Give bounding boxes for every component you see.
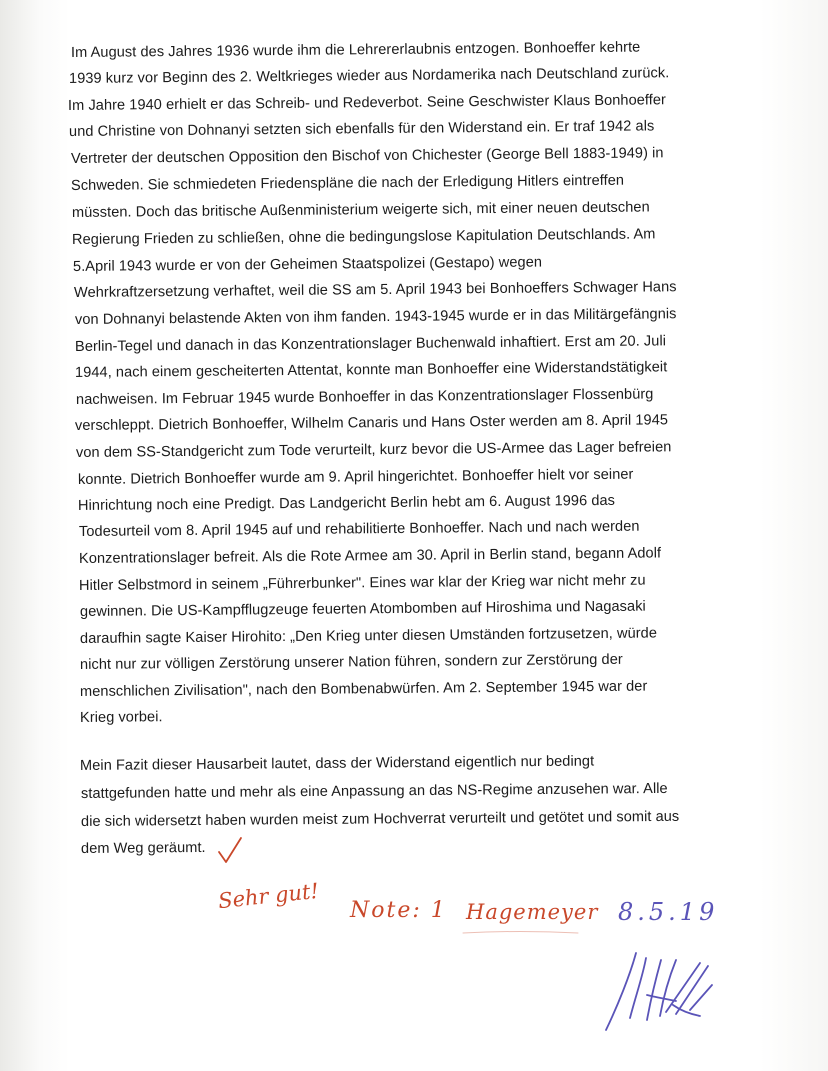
conclusion-line: Mein Fazit dieser Hausarbeit lautet, dass der Widerstand eigentlich nur bedingt (79, 753, 595, 774)
conclusion-line: die sich widersetzt haben wurden meist zum Hochverrat verurteilt und getötet und somit aus (80, 808, 680, 830)
essay-line: 1939 kurz vor Beginn des 2. Weltkrieges wieder aus Nordamerika nach Deutschland zurück. (68, 65, 670, 87)
essay-line: Hitler Selbstmord in seinem „Führerbunker". Eines war klar der Krieg war nicht mehr zu (78, 572, 646, 594)
signature-scribble (606, 953, 712, 1030)
essay-line: Todesurteil vom 8. April 1945 auf und rehabilitierte Bonhoeffer. Nach und nach werden (78, 518, 640, 540)
essay-line: menschlichen Zivilisation", nach den Bombenabwürfen. Am 2. September 1945 war der (79, 678, 648, 700)
essay-line: Konzentrationslager befreit. Als die Rote Armee am 30. April in Berlin stand, begann Adolf (78, 545, 662, 567)
essay-line: Im August des Jahres 1936 wurde ihm die Lehrererlaubnis entzogen. Bonhoeffer kehrte (70, 39, 641, 61)
grade-note: Note: 1 (350, 898, 447, 923)
essay-line: nicht nur zur völligen Zerstörung unserer Nation führen, sondern zur Zerstörung der (79, 651, 623, 673)
essay-line: Krieg vorbei. (79, 709, 163, 726)
essay-line: Vertreter der deutschen Opposition den Bischof von Chichester (George Bell 1883-1949) in (70, 145, 664, 167)
conclusion-line: dem Weg geräumt. (80, 839, 206, 857)
essay-line: daraufhin sagte Kaiser Hirohito: „Den Krieg unter diesen Umständen fortzusetzen, würde (79, 625, 658, 647)
essay-line: gewinnen. Die US-Kampfflugzeuge feuerten Atombomben auf Hiroshima und Nagasaki (79, 598, 646, 620)
conclusion-line: stattgefunden hatte und mehr als eine Anpassung an das NS-Regime anzusehen war. Alle (80, 780, 668, 802)
essay-line: konnte. Dietrich Bonhoeffer wurde am 9. April hingerichtet. Bonhoeffer hielt vor seiner (77, 466, 634, 488)
grading-date: 8.5.19 (618, 898, 719, 926)
essay-line: von dem SS-Standgericht zum Tode verurteilt, kurz bevor die US-Armee das Lager befreien (75, 439, 672, 461)
essay-line: 1944, nach einem gescheiterten Attentat, konnte man Bonhoeffer eine Widerstandstätigkeit (74, 359, 668, 381)
grade-underline (463, 932, 578, 934)
essay-line: Im Jahre 1940 erhielt er das Schreib- und Redeverbot. Seine Geschwister Klaus Bonhoeffer (67, 92, 667, 114)
essay-line: Regierung Frieden zu schließen, ohne die bedingungslose Kapitulation Deutschlands. Am (71, 226, 656, 248)
essay-line: verschleppt. Dietrich Bonhoeffer, Wilhelm Canaris und Hans Oster werden am 8. April 1945 (74, 412, 669, 434)
essay-line: von Dohnanyi belastende Akten von ihm fanden. 1943-1945 wurde er in das Militärgefängnis (74, 306, 677, 328)
checkmark-icon (219, 838, 241, 862)
teacher-name: Hagemeyer (466, 900, 599, 924)
grade-comment: Sehr gut! (217, 878, 320, 914)
essay-line: müssten. Doch das britische Außenministerium weigerte sich, mit einer neuen deutschen (71, 199, 650, 221)
essay-line: Berlin-Tegel und danach in das Konzentrationslager Buchenwald inhaftiert. Erst am 20. Juli (74, 333, 667, 355)
essay-line: 5.April 1943 wurde er von der Geheimen Staatspolizei (Gestapo) wegen (72, 254, 543, 275)
essay-line: und Christine von Dohnanyi setzten sich ebenfalls für den Widerstand ein. Er traf 1942 als (68, 118, 655, 140)
essay-line: Hinrichtung noch eine Predigt. Das Landgericht Berlin hebt am 6. August 1996 das (77, 492, 616, 514)
essay-line: Schweden. Sie schmiedeten Friedenspläne die nach der Erledigung Hitlers eintreffen (70, 172, 625, 194)
essay-line: nachweisen. Im Februar 1945 wurde Bonhoeffer in das Konzentrationslager Flossenbürg (75, 386, 654, 408)
essay-line: Wehrkraftzersetzung verhaftet, weil die SS am 5. April 1943 bei Bonhoeffers Schwager Hans (73, 279, 677, 301)
